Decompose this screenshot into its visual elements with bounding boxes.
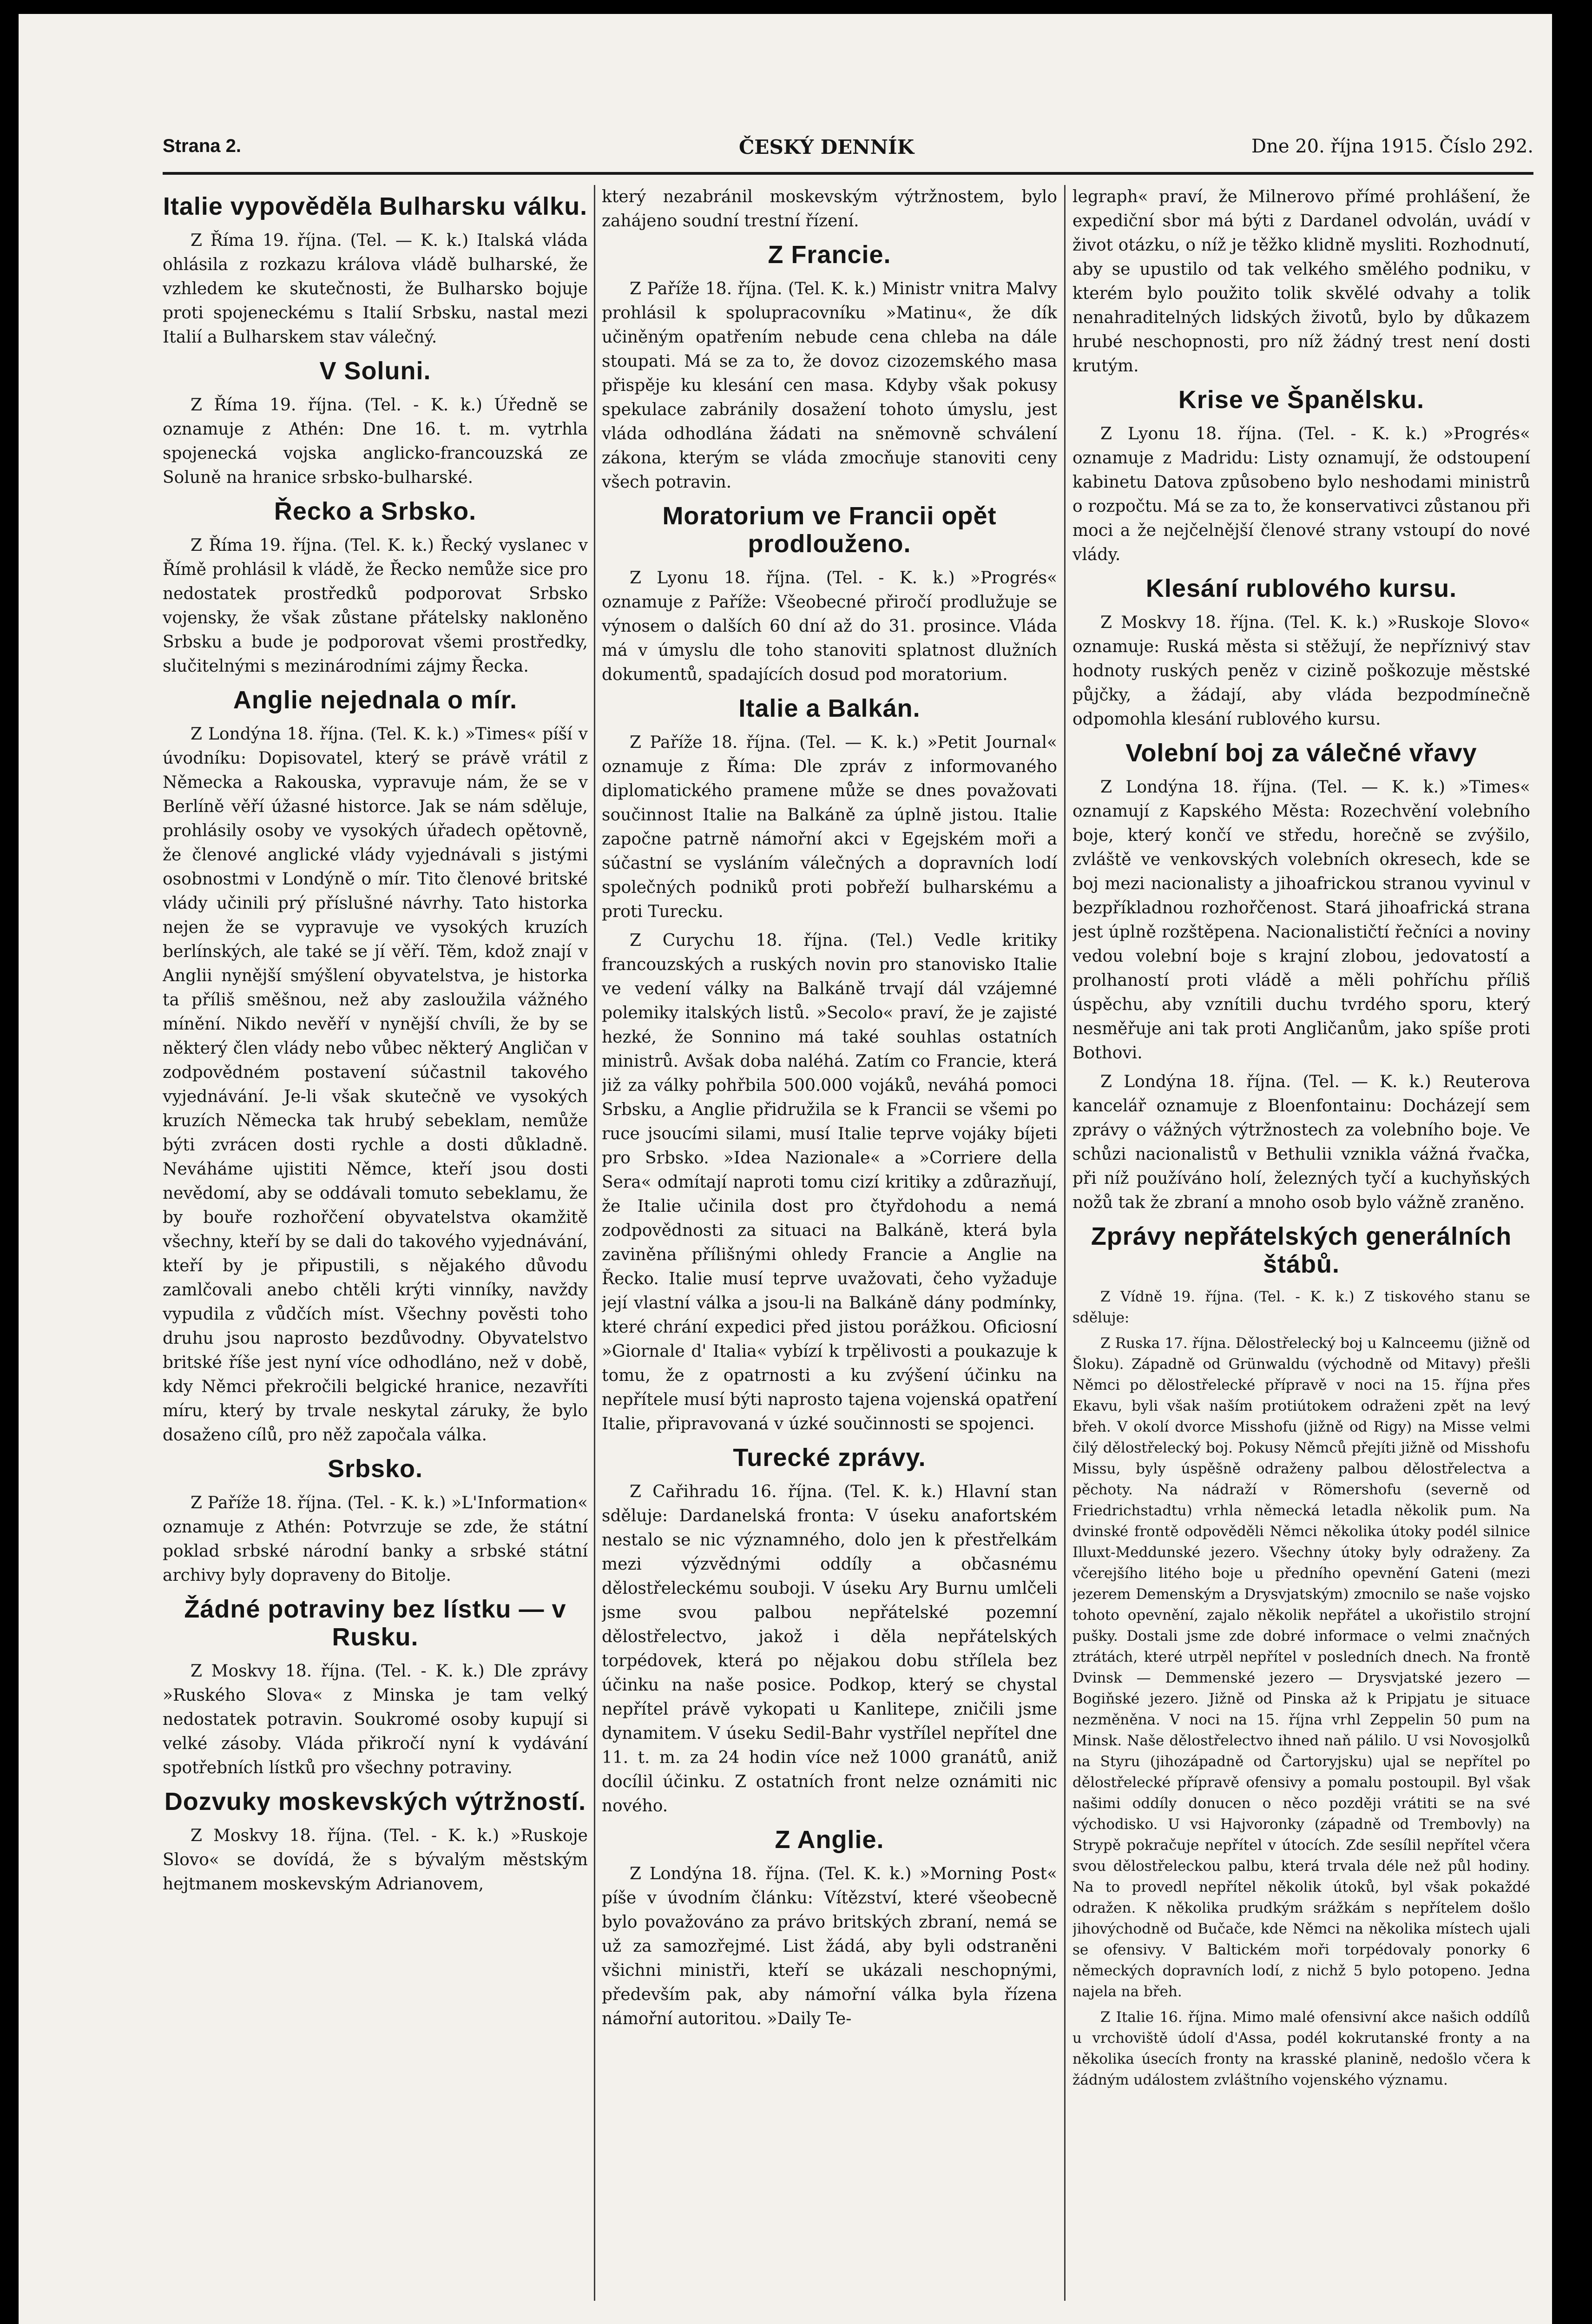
page-header [163, 136, 1533, 178]
article-headline: Italie a Balkán. [738, 694, 921, 722]
article-text: Z Italie 16. října. Mimo malé ofensivní akce našich oddílů u vrchoviště údolí d'Assa, podél kokrutanské fronty a na několika úsecích fronty na krasské planině, nedošlo včera k žádným událostem zvláštního vojenského významu. [1072, 2009, 1530, 2088]
article-text: Z Moskvy 18. října. (Tel. - K. k.) »Ruskoje Slovo« se dovídá, že s bývalým městským hejtmanem moskevským Adrianovem, [163, 1826, 588, 1894]
article-text: Z Londýna 18. října. (Tel. K. k.) »Times« píší v úvodníku: Dopisovatel, který se právě vrátil z Německa a Rakouska, vypravuje nám, že se v Berlíně věří úžasné historce. Jak se nám sděluje, prohlásily osoby ve vysokých úřadech opětovně, že členové anglické vlády vyjednávali s jistými osobnostmi v Londýně o mír. Tito členové britské vlády učinili prý příslušné návrhy. Tato historka nejen že se vypravuje ve vysokých kruzích berlínských, ale také se jí věří. Těm, kdož znají v Anglii nynější smýšlení obyvatelstva, je historka ta příliš směšnou, než aby zasloužila vážného mínění. Nikdo nevěří v nynější chvíli, že by se některý člen vlády nebo vůbec některý Angličan v zodpovědném postavení súčastnil takového vyjednávání. Je-li však skutečně ve vysokých kruzích Německa tak hrubý sebeklam, nemůže býti zvrácen dosti rychle a dosti důkladně. Neváháme ujistiti Němce, kteří jsou dosti nevědomí, aby se oddávali tomuto sebeklamu, že by bouře rozhořčení obyvatelstva okamžitě všechny, kteří by se dali do takového vyjednávání, kteří by je připustili, s nějakého důvodu zamlčovali anebo chtěli krýti vinníky, navždy vypudila z vůdčích míst. Všechny pověsti toho druhu jsou naprosto bezdůvodny. Obyvatelstvo britské říše jest nyní více odhodláno, než v době, kdy Němci překročili belgické hranice, nezavříti míru, který by trvale neskytal záruky, že bylo dosaženo cílů, pro něž započala válka. [163, 725, 588, 1445]
article-headline: Z Francie. [768, 241, 891, 269]
article-headline: V Soluni. [319, 357, 431, 385]
article-headline: Krise ve Španělsku. [1178, 386, 1425, 414]
newspaper-title: ČESKÝ DENNÍK [739, 136, 914, 158]
article-headline: Dozvuky moskevských výtržností. [164, 1788, 586, 1816]
article-headline: Volební boj za válečné vřavy [1125, 739, 1477, 767]
column-3 [1072, 185, 1530, 2310]
article-text: Z Moskvy 18. října. (Tel. K. k.) »Ruskoje Slovo« oznamuje: Ruská města si stěžují, že nepříznivý stav hodnoty ruských peněz v cizině poškozuje městské půjčky, a žádají, aby vláda bezpodmínečně odpomohla klesání rublového kursu. [1072, 613, 1530, 729]
article-text: Z Curychu 18. října. (Tel.) Vedle kritiky francouzských a ruských novin pro stanovisko Italie ve vedení války na Balkáně trvají dál vzájemné polemiky italských listů. »Secolo« praví, že je zajisté hezké, že Sonnino má také souhlas ostatních ministrů. Avšak doba naléhá. Zatím co Francie, která již za války pohřbila 500.000 vojáků, neváhá pomoci Srbsku, a Anglie přidružila se k Francii se všemi po ruce jsoucími silami, musí Italie teprve vojáky bíjeti pro Srbsko. »Idea Nazionale« a »Corriere della Sera« odmítají naproti tomu cizí kritiky a zdůrazňují, že Italie učinila dost pro čtyřdohodu a nemá zodpovědnosti za situaci na Balkáně, která byla zaviněna přílišnými ohledy Francie a Anglie na Řecko. Italie musí teprve uvažovati, čeho vyžaduje její vlastní válka a jsou-li na Balkáně dány podmínky, které chrání expedici před jistou porážkou. Oficiosní »Giornale d' Italia« vybízí k trpělivosti a poukazuje k tomu, že z opatrnosti a ku zvýšení účinku na nepřítele musí býti naprosto tajena vojenská opatření Italie, připravovaná v úzké součinnosti se spojenci. [602, 931, 1057, 1433]
article-headline: Moratorium ve Francii opět prodlouženo. [662, 502, 997, 558]
article-headline: Italie vypověděla Bulharsku válku. [163, 192, 588, 220]
column-separator [594, 185, 595, 2301]
article-text: Z Paříže 18. října. (Tel. K. k.) Ministr vnitra Malvy prohlásil k spolupracovníku »Matinu«, že dík učiněným opatřením nebude cena chleba na dále stoupati. Má se za to, že dovoz cizozemského masa přispěje ku klesání cen masa. Kdyby však pokusy spekulace zabránily dosažení tohoto úmyslu, jest vláda odhodlána žádati na sněmovně schválení zákona, kterým se vláda zmocňuje stanoviti ceny všech potravin. [602, 279, 1057, 492]
header-rule [163, 172, 1533, 175]
article-headline: Z Anglie. [775, 1826, 884, 1854]
article-headline: Srbsko. [327, 1455, 423, 1483]
article-text: Z Ruska 17. října. Dělostřelecký boj u Kalnceemu (jižně od Šloku). Západně od Grünwaldu (východně od Mitavy) přešli Němci po dělostřelecké přípravě v noci na 15. října přes Ekavu, byli však naším protiútokem odraženi zpět na levý břeh. V okolí dvorce Misshofu (jižně od Rigy) na Misse velmi čilý dělostřelecký boj. Pokusy Němců přejíti jižně od Misshofu Missu, byly úspěšně odraženy palbou dělostřelectva a pěchoty. Na nádraží v Römershofu (severně od Friedrichstadtu) vrhla německá letadla několik pum. Na dvinské frontě odpověděli Němci několika útoky podél silnice Illuxt-Meddunské jezero. Všechny útoky byly odraženy. Za včerejšího litého boje u předního opevnění Gateni (mezi jezerem Demenským a Drysvjatským) zmocnilo se naše vojsko tohoto opevnění, zajalo několik nepřátel a ukořistilo strojní pušky. Dostali jsme zde dobré informace o velmi značných ztrátách, které utrpěl nepřítel v posledních dnech. Na frontě Dvinsk — Demmenské jezero — Drysvjatské jezero — Bogiňské jezero. Jižně od Pinska až k Pripjatu je situace nezměněna. V noci na 15. října vrhl Zeppelin 50 pum na Minsk. Naše dělostřelectvo ihned naň pálilo. U vsi Novosjolků na Styru (jihozápadně od Čartoryjsku) ujal se nepřítel po dělostřelecké přípravě ofensivy a pomalu postoupil. Byl však našimi oddíly donucen o něco později vrátiti se na své východisko. U vsi Hajvoronky (západně od Trembovly) na Strypě pokračuje nepřítel v útocích. Zde sesílil nepřítel včera svou dělostřeleckou palbu, která trvala déle než půl hodiny. Na to provedl nepřítel několik útoků, byl však pokaždé odražen. K několika prudkým srážkám s nepřítelem došlo jihovýchodně od Bučače, kde Němci na několika místech ujali se ofensivy. V Baltickém moři torpédovaly ponorky 6 německých dopravních lodí, z nichž 5 bylo potopeno. Jedna najela na břeh. [1072, 1335, 1530, 2000]
article-text: Z Londýna 18. října. (Tel. — K. k.) Reuterova kancelář oznamuje z Bloenfontainu: Docházejí sem zprávy o vážných výtržnostech za volebního boje. Ve schůzi nacionalistů v Bethulii vznikla vážná řvačka, při níž používáno holí, železných tyčí a kuchyňských nožů tak že zbraní a mnoho osob bylo vážně zraněno. [1072, 1072, 1530, 1212]
article-text: Z Paříže 18. října. (Tel. - K. k.) »L'Information« oznamuje z Athén: Potvrzuje se zde, že státní poklad srbské národní banky a srbské státní archivy byly dopraveny do Bitolje. [163, 1493, 588, 1585]
article-headline: Anglie nejednala o mír. [233, 686, 518, 714]
article-headline: Řecko a Srbsko. [274, 497, 477, 525]
article-headline: Turecké zprávy. [733, 1444, 926, 1472]
page-number: Strana 2. [163, 136, 241, 156]
article-text: Z Lyonu 18. října. (Tel. - K. k.) »Progrés« oznamuje z Madridu: Listy oznamují, že odstoupení kabinetu Datova způsobeno bylo neshodami ministrů o rozpočtu. Má se za to, že konservativci zůstanou při moci a že nejčelnější členové strany vstoupí do nové vlády. [1072, 424, 1530, 564]
issue-date: Dne 20. října 1915. Číslo 292. [1251, 136, 1533, 157]
article-text: Z Londýna 18. října. (Tel. — K. k.) »Times« oznamují z Kapského Města: Rozechvění volebního boje, který končí ve středu, horečně se zvýšilo, zvláště ve venkovských volebních okresech, kde se boj mezi nacionalisty a jihoafrickou stranou vyvinul v bezpříkladnou rozhořčenost. Stará jihoafrická strana jest úplně rozštěpena. Nacionalističtí řečníci a noviny vedou volební boje s krajní zlobou, jedovatostí a prolhaností proti vládě a měli pohříchu příliš úspěchu, aby vznítili duchu tvrdého sporu, který nesměřuje ani tak proti Angličanům, jako spíše proti Bothovi. [1072, 778, 1530, 1063]
article-headline: Klesání rublového kursu. [1145, 574, 1457, 602]
article-text: Z Říma 19. října. (Tel. — K. k.) Italská vláda ohlásila z rozkazu králova vládě bulharské, že vzhledem ke skutečnosti, že Bulharsko bojuje proti spojeneckému s Italií Srbsku, nastal mezi Italií a Bulharskem stav válečný. [163, 231, 588, 347]
article-headline: Zprávy nepřátelských generálních štábů. [1091, 1222, 1512, 1278]
newspaper-page [19, 14, 1552, 2324]
article-headline: Žádné potraviny bez lístku — v Rusku. [184, 1595, 566, 1651]
article-text: legraph« praví, že Milnerovo přímé prohlášení, že expediční sbor má býti z Dardanel odvolán, uvádí v život otázku, o níž je těžko klidně mysliti. Rozhodnutí, aby se upustilo od tak velkého smělého podniku, v kterém bylo použito tolik skvělé odvahy a tolik nenahraditelných lidských životů, bylo by důkazem hrubé neschopnosti, pro níž žádný trest není dosti krutým. [1072, 187, 1530, 376]
article-text: Z Říma 19. října. (Tel. - K. k.) Úředně se oznamuje z Athén: Dne 16. t. m. vytrhla spojenecká vojska anglicko-francouzská ze Soluně na hranice srbsko-bulharské. [163, 396, 588, 487]
article-text: který nezabránil moskevským výtržnostem, bylo zahájeno soudní trestní řízení. [602, 187, 1057, 231]
column-separator [1064, 185, 1066, 2301]
article-text: Z Londýna 18. října. (Tel. K. k.) »Morning Post« píše v úvodním článku: Vítězství, které všeobecně bylo považováno za právo britských zbraní, nemá se už za samozřejmé. List žádá, aby byli odstraněni všichni ministři, kteří se ukázali neschopnými, především pak, aby námořní válka byla řízena námořní autoritou. »Daily Te- [602, 1864, 1057, 2028]
article-text: Z Vídně 19. října. (Tel. - K. k.) Z tiskového stanu se sděluje: [1072, 1288, 1530, 1326]
column-1 [163, 185, 588, 2310]
column-2 [602, 185, 1057, 2310]
article-text: Z Cařihradu 16. října. (Tel. K. k.) Hlavní stan sděluje: Dardanelská fronta: V úseku anafortském nestalo se nic významného, dolo jen k přestřelkám mezi výzvědnými oddíly a občasnému dělostřeleckému souboji. V úseku Ary Burnu umlčeli jsme svou palbou nepřátelské pozemní dělostřelectvo, jakož i děla nepřátelských torpédovek, která po nějakou dobu střílela bez účinku na naše posice. Podkop, který se chystal nepřítel právě vykopati u Kanlitepe, zničili jsme dynamitem. V úseku Sedil-Bahr vystřílel nepřítel dne 11. t. m. za 24 hodin více než 1000 granátů, aniž docílil účinku. Z ostatních front nelze oznámiti nic nového. [602, 1482, 1057, 1816]
article-text: Z Říma 19. října. (Tel. K. k.) Řecký vyslanec v Římě prohlásil k vládě, že Řecko nemůže sice pro nedostatek prostředků podporovat Srbsko vojensky, že však zůstane přátelsky nakloněno Srbsku a bude je podporovat všemi prostředky, slučitelnými s mezinárodními zájmy Řecka. [163, 536, 588, 676]
article-text: Z Paříže 18. října. (Tel. — K. k.) »Petit Journal« oznamuje z Říma: Dle zpráv z informovaného diplomatického pramene může se dnes považovati součinnost Italie na Balkáně za úplně jistou. Italie započne patrně námořní akci v Egejském moři a súčastní se vysláním válečných a dopravních lodí společných podniků proti pobřeží bulharskému a proti Turecku. [602, 733, 1057, 921]
article-text: Z Moskvy 18. října. (Tel. - K. k.) Dle zprávy »Ruského Slova« z Minska je tam velký nedostatek potravin. Soukromé osoby kupují si velké zásoby. Vláda přikročí nyní k vydávání spotřebních lístků pro všechny potraviny. [163, 1662, 588, 1777]
article-text: Z Lyonu 18. října. (Tel. - K. k.) »Progrés« oznamuje z Paříže: Všeobecné přiročí prodlužuje se výnosem o dalších 60 dní až do 31. prosince. Vláda má v úmyslu dle toho stanoviti splatnost dlužních dokumentů, spadajících dosud pod moratorium. [602, 568, 1057, 684]
